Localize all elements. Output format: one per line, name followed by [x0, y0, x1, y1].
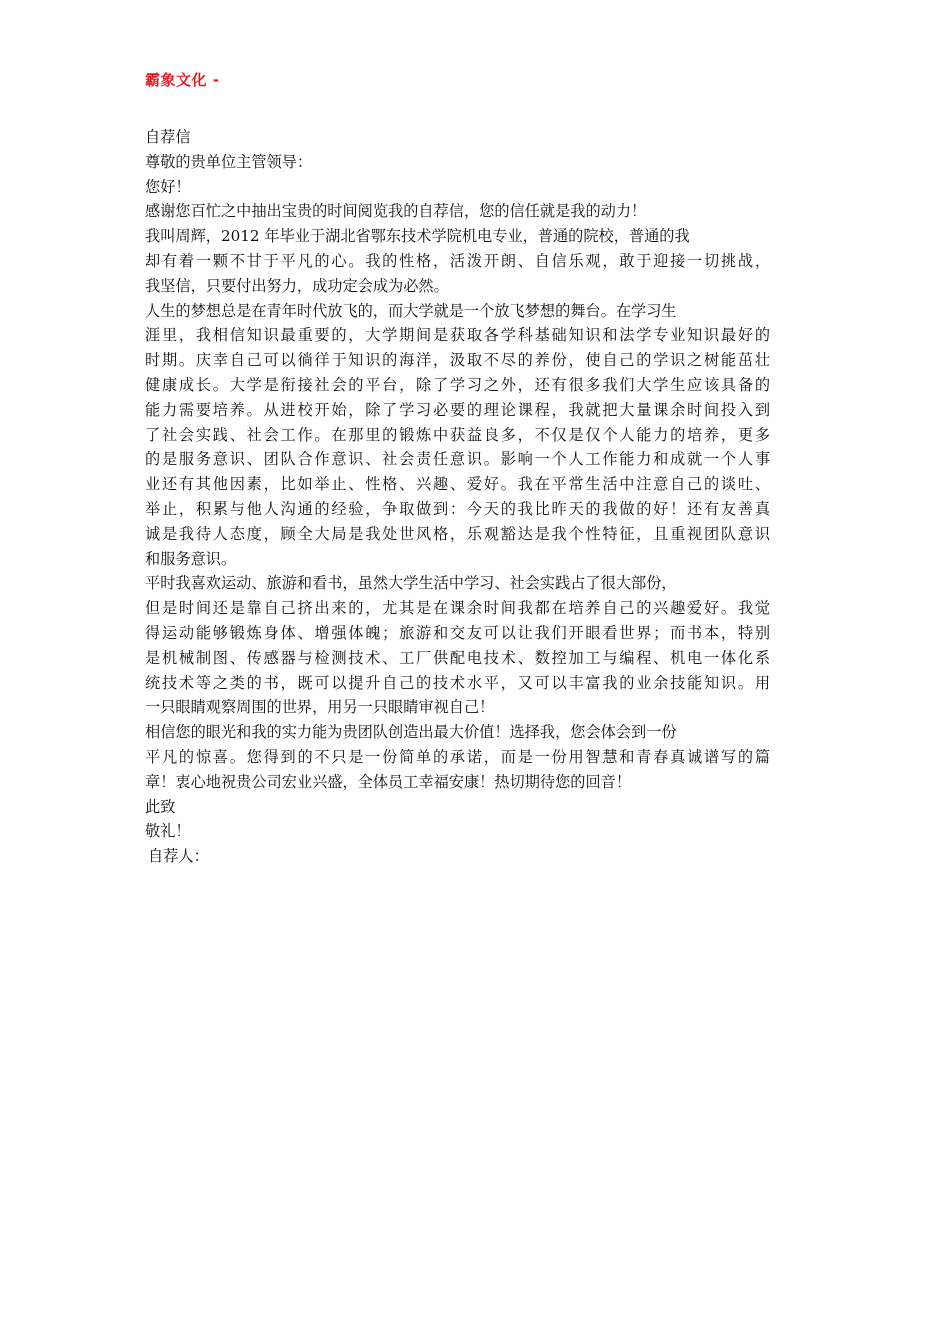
paragraph-line: 却有着一颗不甘于平凡的心。我的性格，活泼开朗、自信乐观，敢于迎接一切挑战，	[145, 251, 770, 270]
paragraph-line: 能力需要培养。从进校开始，除了学习必要的理论课程，我就把大量课余时间投入到	[145, 400, 770, 419]
paragraph-line: 举止，积累与他人沟通的经验，争取做到：今天的我比昨天的我做的好！还有友善真	[145, 499, 770, 518]
paragraph-line: 的是服务意识、团队合作意识、社会责任意识。影响一个人工作能力和成就一个人事	[145, 450, 770, 469]
paragraph-line: 健康成长。大学是衔接社会的平台，除了学习之外，还有很多我们大学生应该具备的	[145, 375, 770, 394]
paragraph-line: 人生的梦想总是在青年时代放飞的，而大学就是一个放飞梦想的舞台。在学习生	[145, 301, 677, 320]
letter-regards: 敬礼！	[145, 822, 191, 841]
paragraph-line: 涯里，我相信知识最重要的，大学期间是获取各学科基础知识和法学专业知识最好的	[145, 326, 770, 345]
paragraph-line: 一只眼睛观察周围的世界，用另一只眼睛审视自己！	[145, 698, 495, 717]
paragraph-line: 我坚信，只要付出努力，成功定会成为必然。	[145, 276, 449, 295]
paragraph-line: 感谢您百忙之中抽出宝贵的时间阅览我的自荐信，您的信任就是我的动力！	[145, 202, 647, 221]
paragraph-line: 时期。庆幸自己可以徜徉于知识的海洋，汲取不尽的养份，使自己的学识之树能茁壮	[145, 351, 770, 370]
paragraph-line: 统技术等之类的书，既可以提升自己的技术水平，又可以丰富我的业余技能知识。用	[145, 673, 770, 692]
paragraph-line: 但是时间还是靠自己挤出来的，尤其是在课余时间我都在培养自己的兴趣爱好。我觉	[145, 599, 770, 618]
paragraph-line: 平凡的惊喜。您得到的不只是一份简单的承诺，而是一份用智慧和青春真诚谱写的篇	[145, 747, 770, 766]
paragraph-line: 得运动能够锻炼身体、增强体魄；旅游和交友可以让我们开眼看世界；而书本，特别	[145, 623, 770, 642]
paragraph-line: 业还有其他因素，比如举止、性格、兴趣、爱好。我在平常生活中注意自己的谈吐、	[145, 475, 770, 494]
paragraph-line: 是机械制图、传感器与检测技术、工厂供配电技术、数控加工与编程、机电一体化系	[145, 648, 770, 667]
header-brand: 霸象文化 -	[145, 71, 220, 89]
paragraph-line: 和服务意识。	[145, 549, 237, 568]
letter-greeting: 您好！	[145, 177, 191, 196]
letter-body	[145, 125, 770, 869]
paragraph-line: 平时我喜欢运动、旅游和看书，虽然大学生活中学习、社会实践占了很大部份，	[145, 574, 677, 593]
paragraph-line: 我叫周辉，2012 年毕业于湖北省鄂东技术学院机电专业，普通的院校，普通的我	[145, 227, 690, 246]
paragraph-line: 相信您的眼光和我的实力能为贵团队创造出最大价值！选择我，您会体会到一份	[145, 723, 677, 742]
letter-signature: 自荐人：	[148, 847, 209, 866]
letter-title: 自荐信	[145, 128, 191, 146]
paragraph-line: 诚是我待人态度，顾全大局是我处世风格，乐观豁达是我个性特征，且重视团队意识	[145, 524, 770, 543]
letter-closing: 此致	[145, 797, 176, 816]
letter-salutation: 尊敬的贵单位主管领导：	[145, 152, 313, 171]
paragraph-line: 了社会实践、社会工作。在那里的锻炼中获益良多，不仅是仅个人能力的培养，更多	[145, 425, 770, 444]
paragraph-line: 章！衷心地祝贵公司宏业兴盛，全体员工幸福安康！热切期待您的回音！	[145, 772, 631, 791]
